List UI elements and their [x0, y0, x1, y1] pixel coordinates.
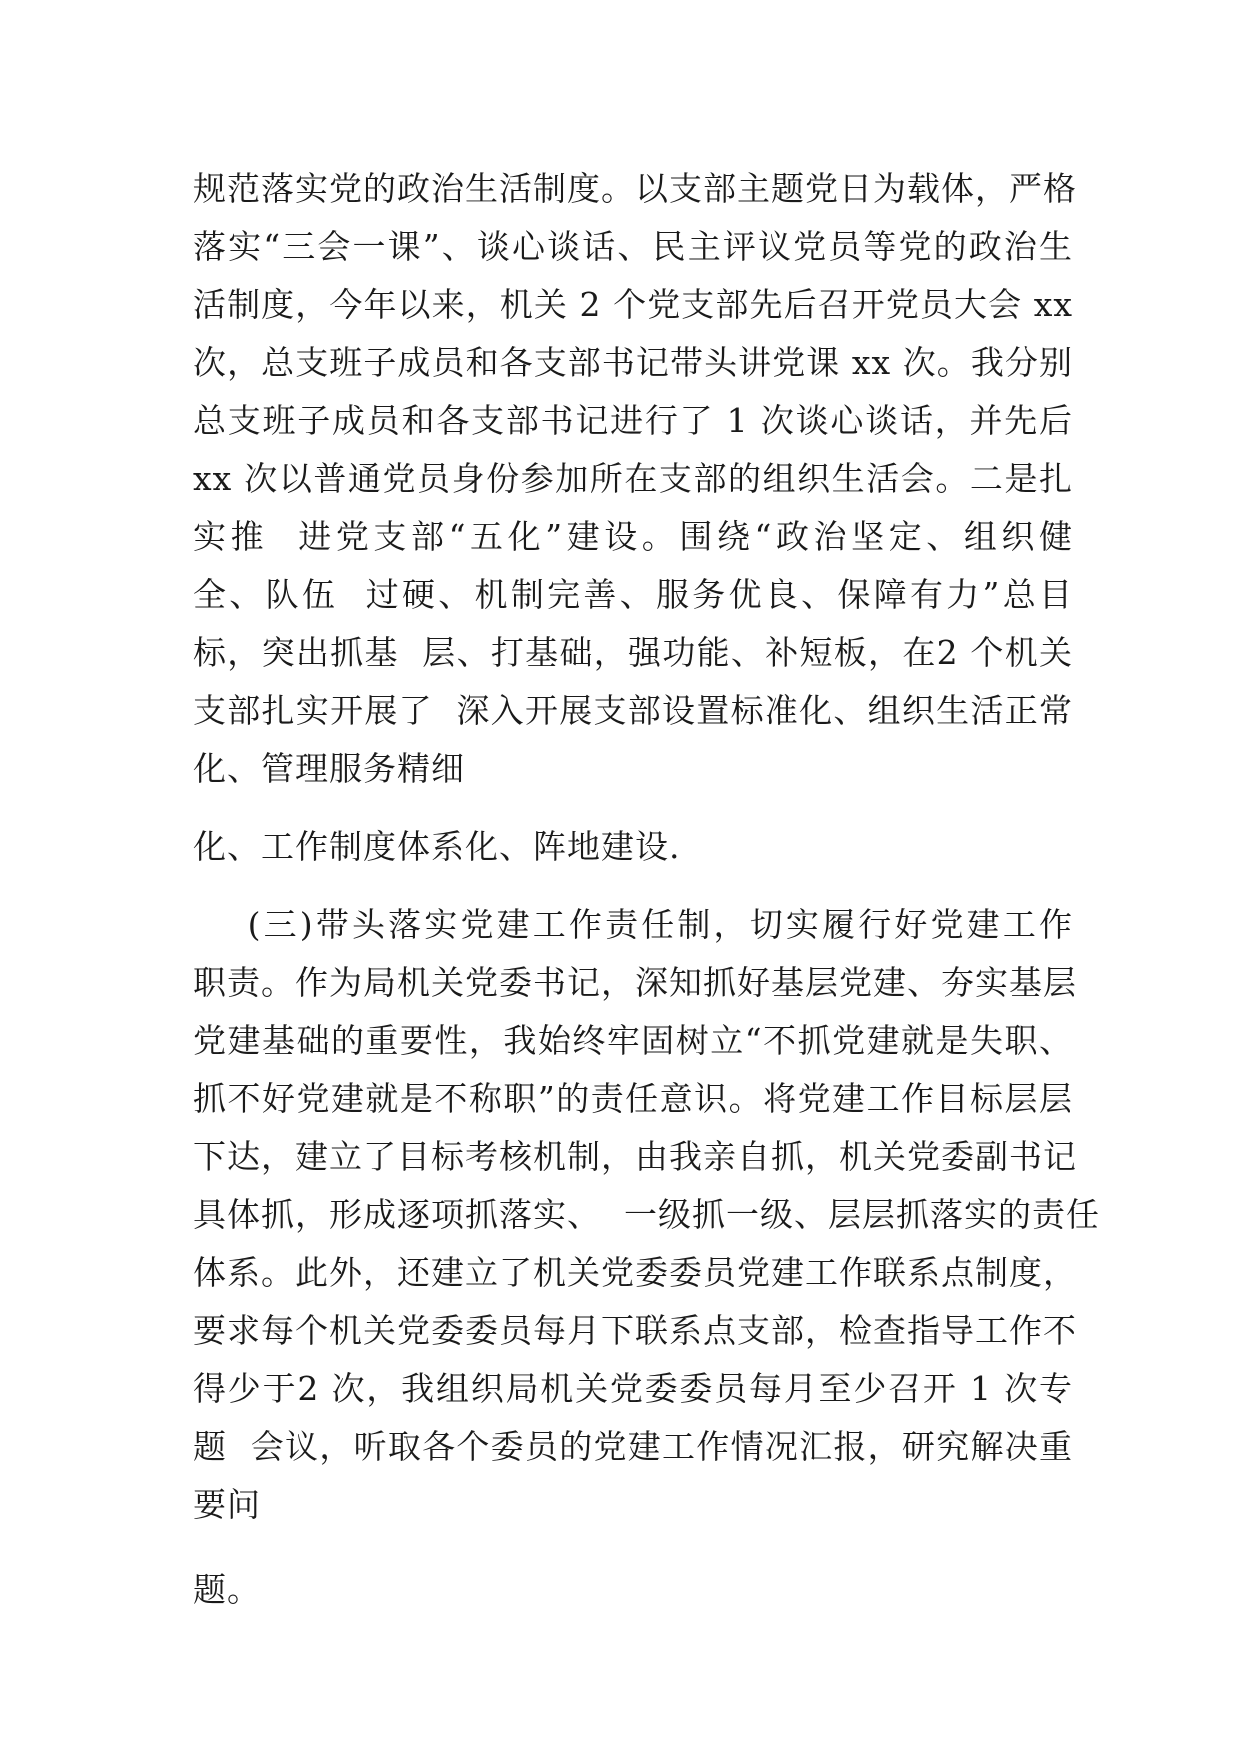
- text-line: 支部扎实开展了 深入开展支部设置标准化、组织生活正常: [193, 691, 1073, 730]
- text-line: 实推 进党支部“五化”建设。围绕“政治坚定、组织健: [193, 517, 1073, 556]
- text-line: 抓不好党建就是不称职”的责任意识。将党建工作目标层层: [193, 1079, 1073, 1118]
- text-line: 具体抓，形成逐项抓落实、 一级抓一级、层层抓落实的责任: [193, 1195, 1100, 1234]
- text-line: 次，总支班子成员和各支部书记带头讲党课 xx 次。我分别: [193, 343, 1073, 382]
- text-line: 活制度，今年以来，机关 2 个党支部先后召开党员大会 xx: [193, 285, 1073, 324]
- text-line: 体系。此外，还建立了机关党委委员党建工作联系点制度，: [193, 1253, 1077, 1292]
- text-line: 化、工作制度体系化、阵地建设.: [193, 827, 681, 866]
- text-line: 规范落实党的政治生活制度。以支部主题党日为载体，严格: [193, 169, 1077, 208]
- text-line: 全、队伍 过硬、机制完善、服务优良、保障有力”总目: [193, 575, 1073, 614]
- text-line: 职责。作为局机关党委书记，深知抓好基层党建、夯实基层: [193, 963, 1077, 1002]
- line-gap: [193, 876, 1073, 896]
- text-line: 要求每个机关党委委员每月下联系点支部，检查指导工作不: [193, 1311, 1077, 1350]
- line-gap: [193, 798, 1073, 818]
- text-line: 化、管理服务精细: [193, 749, 465, 788]
- text-line: 党建基础的重要性，我始终牢固树立“不抓党建就是失职、: [193, 1021, 1073, 1060]
- text-line: 落实“三会一课”、谈心谈话、民主评议党员等党的政治生: [193, 227, 1073, 266]
- line-gap: [193, 1534, 1073, 1561]
- text-line: 题。: [193, 1570, 261, 1609]
- text-line: 下达，建立了目标考核机制，由我亲自抓，机关党委副书记: [193, 1137, 1077, 1176]
- text-line: 得少于2 次，我组织局机关党委委员每月至少召开 1 次专: [193, 1369, 1073, 1408]
- text-line: 总支班子成员和各支部书记进行了 1 次谈心谈话，并先后: [193, 401, 1073, 440]
- text-line: 标，突出抓基 层、打基础，强功能、补短板，在2 个机关: [193, 633, 1073, 672]
- section-heading-line: (三)带头落实党建工作责任制，切实履行好党建工作: [193, 905, 1073, 944]
- text-line: 题 会议，听取各个委员的党建工作情况汇报，研究解决重: [193, 1427, 1073, 1466]
- text-line: xx 次以普通党员身份参加所在支部的组织生活会。二是扎: [193, 459, 1073, 498]
- text-line: 要问: [193, 1485, 261, 1524]
- document-body: [193, 160, 1100, 1619]
